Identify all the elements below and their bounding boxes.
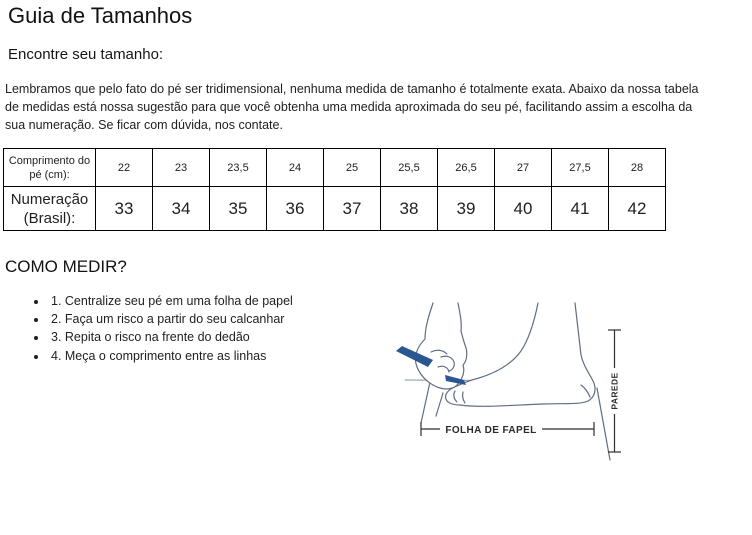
paper-left-edge <box>421 382 430 423</box>
find-your-size-subtitle: Encontre seu tamanho: <box>8 46 164 63</box>
wall-line <box>597 388 610 460</box>
how-to-measure-heading: COMO MEDIR? <box>5 257 127 276</box>
brazil-size-cell: 34 <box>153 187 210 231</box>
foot-length-row-label: Comprimento do pé (cm): <box>4 149 96 187</box>
foot-length-cell: 25,5 <box>381 149 438 187</box>
paper-label: FOLHA DE FAPEL <box>445 425 537 436</box>
brazil-size-cell: 39 <box>438 187 495 231</box>
foot-measurement-illustration <box>383 297 649 475</box>
hand-drawing <box>415 303 466 389</box>
brazil-size-cell: 42 <box>609 187 666 231</box>
brazil-size-cell: 37 <box>324 187 381 231</box>
wall-label: PAREDE <box>609 372 620 410</box>
list-item: • 3. Repita o risco na frente do dedão <box>48 328 293 346</box>
foot-length-cell: 27 <box>495 149 552 187</box>
list-item: • 4. Meça o comprimento entre as linhas <box>48 347 293 365</box>
foot-length-cell: 27,5 <box>552 149 609 187</box>
list-item: • 2. Faça um risco a partir do seu calcanhar <box>48 310 293 328</box>
foot-drawing <box>446 303 595 406</box>
intro-paragraph: Lembramos que pelo fato do pé ser tridimensional, nenhuma medida de tamanho é totalmente exata. Abaixo da nossa tabela de medidas está nossa sugestão para que você obtenha uma medida aproximada do seu pé, facilitando assim a escolha da sua numeração. Se ficar com dúvida, nos contate. <box>5 82 699 132</box>
wall-height-arrow <box>608 330 621 452</box>
foot-length-cell: 25 <box>324 149 381 187</box>
paper-fold-line <box>436 393 443 416</box>
brazil-size-cell: 38 <box>381 187 438 231</box>
brazil-size-row <box>4 187 666 231</box>
foot-length-row <box>4 149 666 187</box>
foot-length-cell: 28 <box>609 149 666 187</box>
brazil-size-row-label: Numeração (Brasil): <box>4 187 96 231</box>
brazil-size-cell: 41 <box>552 187 609 231</box>
foot-length-cell: 22 <box>96 149 153 187</box>
brazil-size-cell: 40 <box>495 187 552 231</box>
foot-length-cell: 26,5 <box>438 149 495 187</box>
page-title: Guia de Tamanhos <box>8 3 193 28</box>
foot-length-cell: 23 <box>153 149 210 187</box>
brazil-size-cell: 35 <box>210 187 267 231</box>
size-table <box>3 148 666 231</box>
brazil-size-cell: 36 <box>267 187 324 231</box>
foot-length-cell: 23,5 <box>210 149 267 187</box>
list-item: • 1. Centralize seu pé em uma folha de papel <box>48 292 293 310</box>
measure-steps-list <box>29 292 293 365</box>
paper-width-arrow <box>421 422 594 436</box>
foot-length-cell: 24 <box>267 149 324 187</box>
brazil-size-cell: 33 <box>96 187 153 231</box>
